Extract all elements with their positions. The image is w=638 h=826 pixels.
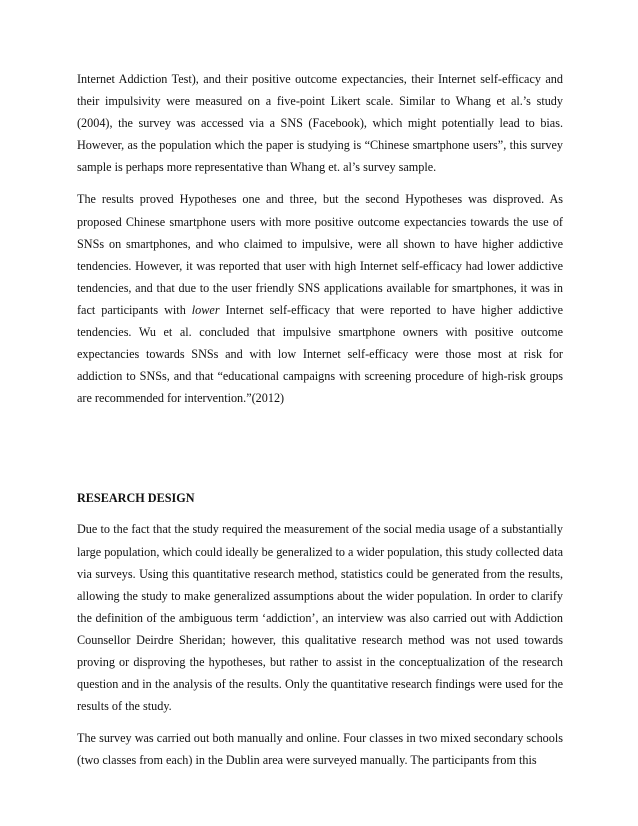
paragraph-survey-procedure: The survey was carried out both manually and online. Four classes in two mixed secondary schools (two classes from each) in the Dublin area were surveyed manually. The participants from this (77, 731, 563, 768)
paragraph-text-before-emphasis: The results proved Hypotheses one and three, but the second Hypotheses was disproved. As proposed Chinese smartphone users with more positive outcome expectancies towards the use of SNSs on smartphones, and who claimed to impulsive, were all shown to have higher addictive tendencies. However, it was reported that user with high Internet self-efficacy had lower addictive tendencies, and that due to the user friendly SNS applications available for smartphones, it was in fact participants with (77, 192, 563, 317)
paragraph-research-method: Due to the fact that the study required the measurement of the social media usage of a substantially large population, which could ideally be generalized to a wider population, this study collected data via surveys. Using this quantitative research method, statistics could be generated from the results, allowing the study to make generalized assumptions about the wider population. In order to clarify the definition of the ambiguous term ‘addiction’, an interview was also carried out with Addiction Counsellor Deirdre Sheridan; however, this qualitative research method was not used towards proving or disproving the hypotheses, but rather to assist in the conceptualization of the research question and in the analysis of the results. Only the quantitative research findings were used for the results of the study. (77, 522, 563, 714)
paragraph-text-after-emphasis: Internet self-efficacy that were reported to have higher addictive tendencies. Wu et al. concluded that impulsive smartphone owners with positive outcome expectancies towards SNSs and with low Internet self-efficacy were those most at risk for addiction to SNSs, and that “educational campaigns with screening procedure of high-risk groups are recommended for intervention.”(2012) (77, 302, 563, 406)
section-heading-research-design: RESEARCH DESIGN (77, 491, 195, 506)
paragraph-likert-survey: Internet Addiction Test), and their positive outcome expectancies, their Internet self-efficacy and their impulsivity were measured on a five-point Likert scale. Similar to Whang et al.’s study (2004), the survey was accessed via a SNS (Facebook), which might potentially lead to bias. However, as the population which the paper is studying is “Chinese smartphone users”, this survey sample is perhaps more representative than Whang et. al’s survey sample. (77, 72, 563, 175)
document-page (77, 68, 563, 771)
emphasized-word-lower: lower (191, 302, 220, 317)
paragraph-hypotheses-results (77, 188, 563, 409)
